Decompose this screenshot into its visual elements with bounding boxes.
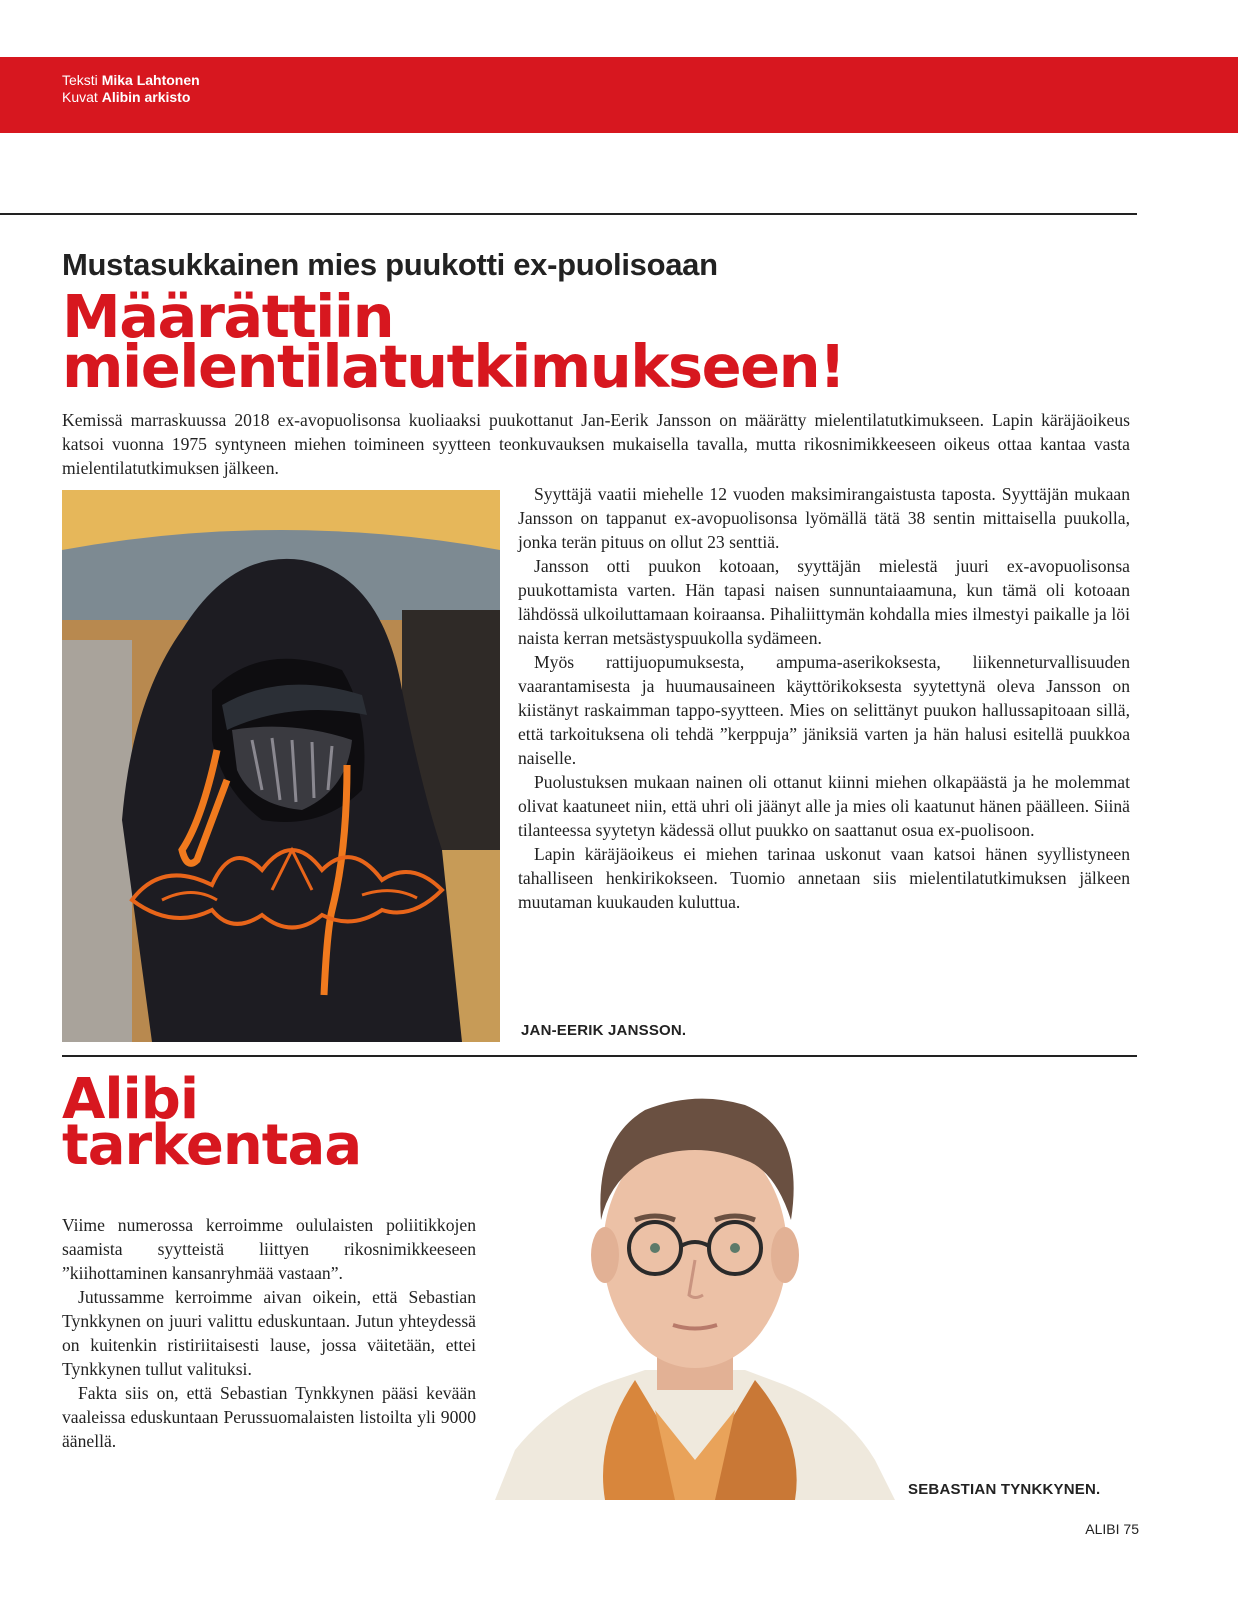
- article-headline: [62, 282, 845, 401]
- correction-paragraph: Jutussamme kerroimme aivan oikein, että Sebastian Tynkkynen on juuri valittu eduskuntaan. Jutun yhteydessä on kuitenkin ristiriitaisesti lause, jossa väitetään, ettei Tynkkynen tullut valituksi.: [62, 1287, 476, 1379]
- correction-body: [62, 1213, 476, 1453]
- section-divider: [62, 1055, 1137, 1057]
- hooded-man-photo: [62, 490, 500, 1042]
- portrait-photo: [495, 1080, 895, 1500]
- text-credit: [62, 72, 200, 89]
- photo-credit: [62, 89, 200, 106]
- page-number: ALIBI 75: [1085, 1521, 1139, 1537]
- article-body: [518, 482, 1130, 914]
- headline-line-1: Määrättiin: [62, 282, 394, 351]
- body-paragraph: Jansson otti puukon kotoaan, syyttäjän mielestä juuri ex-avopuolisonsa puukottamista varten. Hän tapasi naisen sunnuntaiaamuna, kun tämä oli kotoaan lähdössä ulkoiluttamaan koiraansa. Pihaliittymän kohdalla mies ilmestyi paikalle ja löi naista kerran metsästyspuukolla sydämeen.: [518, 556, 1130, 648]
- correction-paragraph: Fakta siis on, että Sebastian Tynkkynen pääsi kevään vaaleissa eduskuntaan Perussuomalaisten listoilta yli 9000 äänellä.: [62, 1383, 476, 1451]
- top-divider: [0, 213, 1137, 215]
- article-lead: Kemissä marraskuussa 2018 ex-avopuolisonsa kuoliaaksi puukottanut Jan-Eerik Jansson on määrätty mielentilatutkimukseen. Lapin käräjäoikeus katsoi vuonna 1975 syntyneen miehen toimineen syytteen teonkuvauksen mukaisella tavalla, mutta rikosnimikkeeseen oikeus ottaa kantaa vasta mielentilatutkimuksen jälkeen.: [62, 410, 1130, 478]
- credits: [62, 72, 200, 106]
- photo-caption-jansson: JAN-EERIK JANSSON.: [521, 1022, 687, 1039]
- body-paragraph: Myös rattijuopumuksesta, ampuma-aserikoksesta, liikenneturvallisuuden vaarantamisesta ja huumausaineen käyttörikoksesta syytettynä oleva Jansson on kiistänyt raskaimman tappo-syytteen. Mies on selittänyt puukon hallussapitoaan sillä, että tarkoituksena oli tehdä ”kerppuja” jäniksiä varten ja hän halusi esitellä puukkoa naiselle.: [518, 652, 1130, 768]
- article-kicker: Mustasukkainen mies puukotti ex-puolisoaan: [62, 247, 718, 282]
- hooded-man-illustration: [62, 490, 500, 1042]
- body-paragraph: Puolustuksen mukaan nainen oli ottanut kiinni miehen olkapäästä ja he molemmat olivat kaatuneet niin, että uhri oli jäänyt alle ja mies oli kaatunut hänen päälleen. Siinä tilanteessa syytetyn kädessä ollut puukko on saattanut osua ex-puolisoon.: [518, 772, 1130, 840]
- correction-paragraph: Viime numerossa kerroimme oululaisten poliitikkojen saamista syytteistä liittyen rikosnimikkeeseen ”kiihottaminen kansanryhmää vastaan”.: [62, 1215, 476, 1283]
- portrait-illustration: [495, 1080, 895, 1500]
- body-paragraph: Lapin käräjäoikeus ei miehen tarinaa uskonut vaan katsoi hänen syyllistyneen tahalliseen henkirikokseen. Tuomio annetaan siis mielentilatutkimuksen jälkeen muutaman kuukauden kuluttua.: [518, 844, 1130, 912]
- text-credit-label: Teksti: [62, 72, 98, 88]
- headline-line-2: mielentilatutkimukseen!: [62, 332, 845, 401]
- text-credit-author: Mika Lahtonen: [101, 72, 200, 88]
- photo-credit-source: Alibin arkisto: [101, 89, 191, 105]
- photo-credit-label: Kuvat: [62, 89, 98, 105]
- body-paragraph: Syyttäjä vaatii miehelle 12 vuoden maksimirangaistusta taposta. Syyttäjän mukaan Jansson on tappanut ex-avopuolisonsa lyömällä tätä 38 sentin mittaisella puukolla, jonka terän pituus on ollut 23 senttiä.: [518, 484, 1130, 552]
- correction-headline-line-1: Alibi: [62, 1067, 199, 1132]
- correction-headline: [62, 1067, 362, 1178]
- photo-caption-tynkkynen: SEBASTIAN TYNKKYNEN.: [908, 1481, 1101, 1498]
- correction-headline-line-2: tarkentaa: [62, 1113, 362, 1178]
